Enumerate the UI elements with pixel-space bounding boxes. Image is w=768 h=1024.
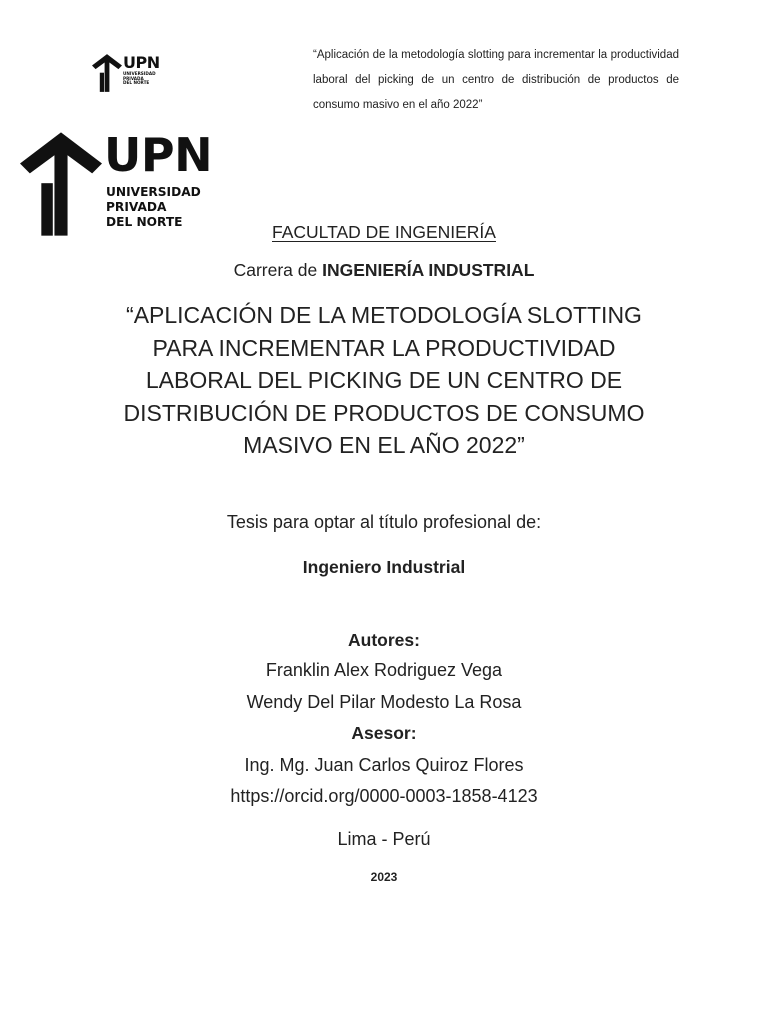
career-name: INGENIERÍA INDUSTRIAL <box>322 260 535 280</box>
logo-acronym: UPN <box>123 53 160 72</box>
location: Lima - Perú <box>337 829 431 849</box>
authors-label: Autores: <box>348 630 420 650</box>
running-header-title: “Aplicación de la metodología slotting para incrementar la productividad laboral del picking de un centro de distribución de productos de consumo masivo en el año 2022” <box>313 49 679 111</box>
upn-arrow-icon <box>92 54 122 92</box>
year: 2023 <box>370 870 398 884</box>
logo-university-name: UNIVERSIDAD PRIVADA DEL NORTE <box>106 185 201 229</box>
upn-logo-large <box>20 128 213 236</box>
career-line <box>0 260 768 281</box>
upn-arrow-icon <box>20 132 102 236</box>
degree-title: Ingeniero Industrial <box>302 557 466 577</box>
author-name: Franklin Alex Rodriguez Vega <box>265 660 503 680</box>
thesis-purpose: Tesis para optar al título profesional de: <box>226 512 542 532</box>
career-prefix: Carrera de <box>233 260 323 280</box>
logo-university-name: UNIVERSIDAD PRIVADA DEL NORTE <box>123 71 156 86</box>
thesis-title: “APLICACIÓN DE LA METODOLOGÍA SLOTTING PARA INCREMENTAR LA PRODUCTIVIDAD LABORAL DEL PICKING DE UN CENTRO DE DISTRIBUCIÓN DE PRODUCTOS DE CONSUMO MASIVO EN EL AÑO 2022” <box>123 302 645 458</box>
advisor-label: Asesor: <box>351 723 417 743</box>
author-name: Wendy Del Pilar Modesto La Rosa <box>246 692 522 712</box>
faculty-heading: FACULTAD DE INGENIERÍA <box>272 222 496 242</box>
logo-acronym: UPN <box>104 128 213 182</box>
advisor-orcid-link[interactable]: https://orcid.org/0000-0003-1858-4123 <box>230 786 538 806</box>
upn-logo-small <box>92 54 162 92</box>
advisor-name: Ing. Mg. Juan Carlos Quiroz Flores <box>244 755 524 775</box>
